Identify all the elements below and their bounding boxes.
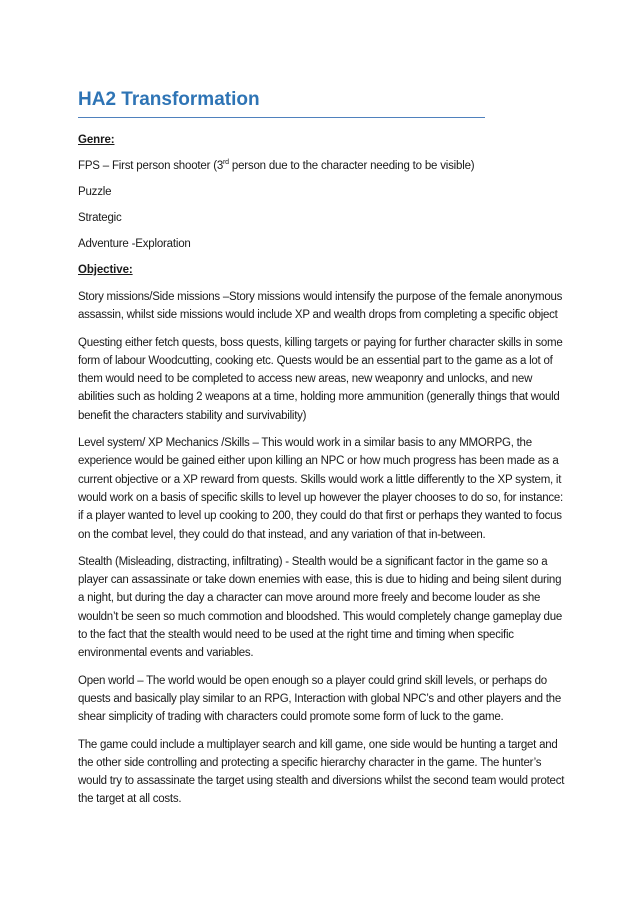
genre-fps-text-rest: person due to the character needing to be visible) [228, 160, 475, 172]
genre-item-adventure: Adventure -Exploration [78, 238, 191, 250]
genre-item-fps [78, 158, 568, 175]
paragraph-level-system: Level system/ XP Mechanics /Skills – This would work in a similar basis to any MMORPG, the experience would be gained either upon killing an NPC or how much progress has been made as a current objective or a XP reward from quests. Skills would work a little differently to the XP system, it would work on a basis of specific skills to level up however the player chooses to do so, for instance: if a player wanted to level up cooking to 200, they could do that first or perhaps they wanted to focus on the combat level, they could do that instead, and any variation of that in-between. [78, 437, 563, 541]
paragraph-multiplayer: The game could include a multiplayer search and kill game, one side would be hunting a target and the other side controlling and protecting a specific hierarchy character in the game. The hunter’s would try to assassinate the target using stealth and diversions whilst the second team would protect the target at all costs. [78, 738, 565, 806]
objective-heading: Objective: [78, 264, 133, 276]
paragraph-stealth: Stealth (Misleading, distracting, infiltrating) - Stealth would be a significant factor in the game so a player can assassinate or take down enemies with ease, this is due to hiding and being silent during a night, but during the day a character can move around more freely and become louder as she wouldn’t be seen so much commotion and bloodshed. This would completely change gameplay due to the fact that the stealth would need to be used at the right time and timing when specific environmental events and variables. [78, 555, 562, 660]
genre-item-strategic: Strategic [78, 212, 122, 224]
paragraph-questing: Questing either fetch quests, boss quests, killing targets or paying for further character skills in some form of labour Woodcutting, cooking etc. Quests would be an essential part to the game as a lot of them would need to be completed to access new areas, new weaponry and unlocks, and new abilities such as holding 2 weapons at a time, holding more ammunition (generally things that would benefit the characters stability and survivability) [78, 336, 563, 422]
title-underline-rule [78, 117, 485, 118]
genre-heading: Genre: [78, 134, 115, 146]
paragraph-open-world: Open world – The world would be open enough so a player could grind skill levels, or perhaps do quests and basically play similar to an RPG, Interaction with global NPC’s and other players and the shear simplicity of trading with characters could promote some form of luck to the game. [78, 674, 561, 724]
genre-fps-text: FPS – First person shooter (3 [78, 160, 224, 172]
document-title: HA2 Transformation [78, 89, 260, 110]
genre-item-puzzle: Puzzle [78, 186, 112, 198]
document-body [78, 88, 568, 818]
genre-fps-superscript: rd [223, 159, 229, 167]
paragraph-story-missions: Story missions/Side missions –Story missions would intensify the purpose of the female anonymous assassin, whilst side missions would include XP and wealth drops from completing a specific object [78, 291, 563, 322]
